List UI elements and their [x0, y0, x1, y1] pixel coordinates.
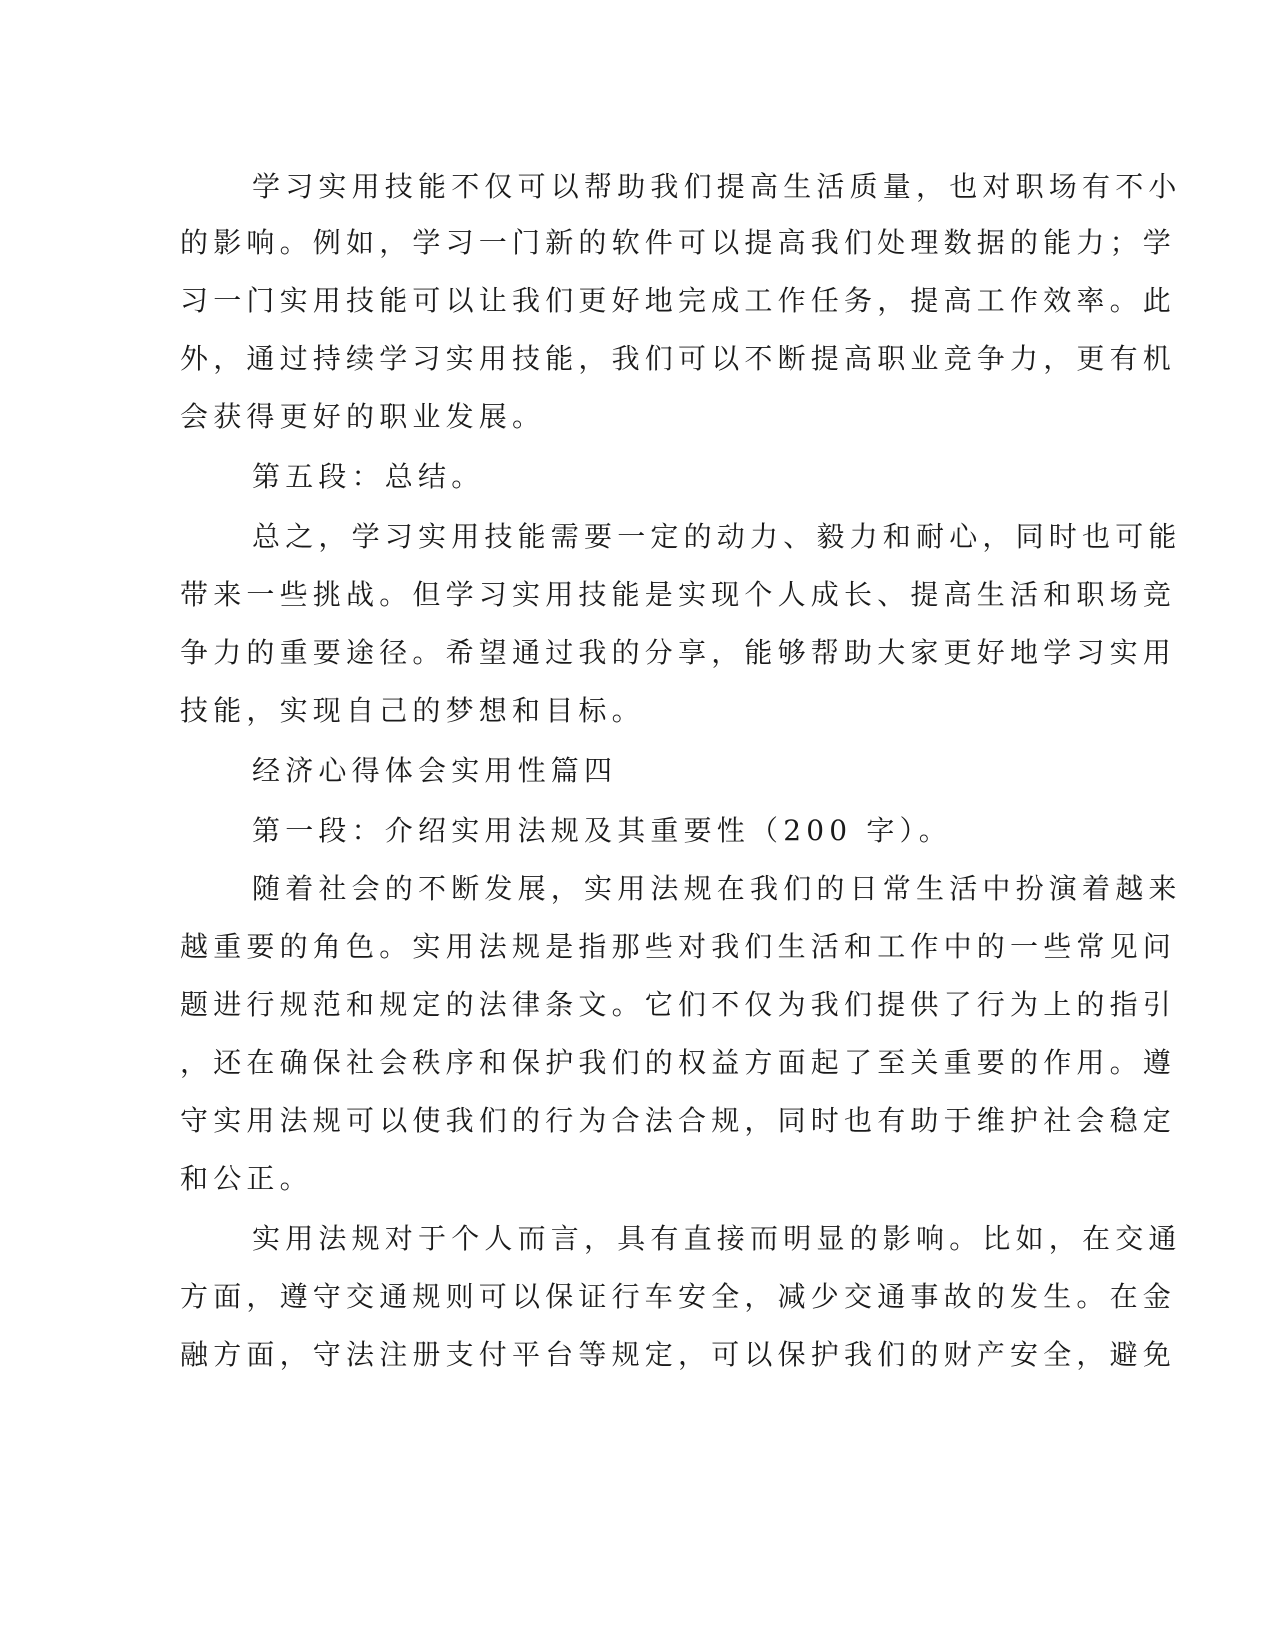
paragraph-line: 带来一些挑战。但学习实用技能是实现个人成长、提高生活和职场竞: [180, 578, 1177, 611]
paragraph-line: 方面，遵守交通规则可以保证行车安全，减少交通事故的发生。在金: [180, 1280, 1177, 1313]
paragraph-line: 外，通过持续学习实用技能，我们可以不断提高职业竞争力，更有机: [180, 342, 1177, 375]
paragraph-line: 随着社会的不断发展，实用法规在我们的日常生活中扮演着越来: [252, 872, 1182, 905]
paragraph-line: 融方面，守法注册支付平台等规定，可以保护我们的财产安全，避免: [180, 1338, 1177, 1371]
paragraph-line: 越重要的角色。实用法规是指那些对我们生活和工作中的一些常见问: [180, 930, 1177, 963]
paragraph-line: 会获得更好的职业发展。: [180, 400, 546, 433]
paragraph-line: 守实用法规可以使我们的行为合法合规，同时也有助于维护社会稳定: [180, 1104, 1177, 1137]
paragraph-line: 实用法规对于个人而言，具有直接而明显的影响。比如，在交通: [252, 1222, 1182, 1255]
article-title: 经济心得体会实用性篇四: [252, 754, 618, 787]
paragraph-line: 争力的重要途径。希望通过我的分享，能够帮助大家更好地学习实用: [180, 636, 1177, 669]
paragraph-line: ，还在确保社会秩序和保护我们的权益方面起了至关重要的作用。遵: [180, 1046, 1177, 1079]
paragraph-line: 和公正。: [180, 1162, 313, 1195]
section-heading: 第五段：总结。: [252, 460, 485, 493]
section-heading: 第一段：介绍实用法规及其重要性（200 字）。: [252, 814, 952, 847]
paragraph-line: 题进行规范和规定的法律条文。它们不仅为我们提供了行为上的指引: [180, 988, 1177, 1021]
paragraph-line: 的影响。例如，学习一门新的软件可以提高我们处理数据的能力；学: [180, 226, 1177, 259]
paragraph-line: 习一门实用技能可以让我们更好地完成工作任务，提高工作效率。此: [180, 284, 1177, 317]
paragraph-line: 技能，实现自己的梦想和目标。: [180, 694, 645, 727]
paragraph-line: 学习实用技能不仅可以帮助我们提高生活质量，也对职场有不小: [252, 170, 1182, 203]
paragraph-line: 总之，学习实用技能需要一定的动力、毅力和耐心，同时也可能: [252, 520, 1182, 553]
